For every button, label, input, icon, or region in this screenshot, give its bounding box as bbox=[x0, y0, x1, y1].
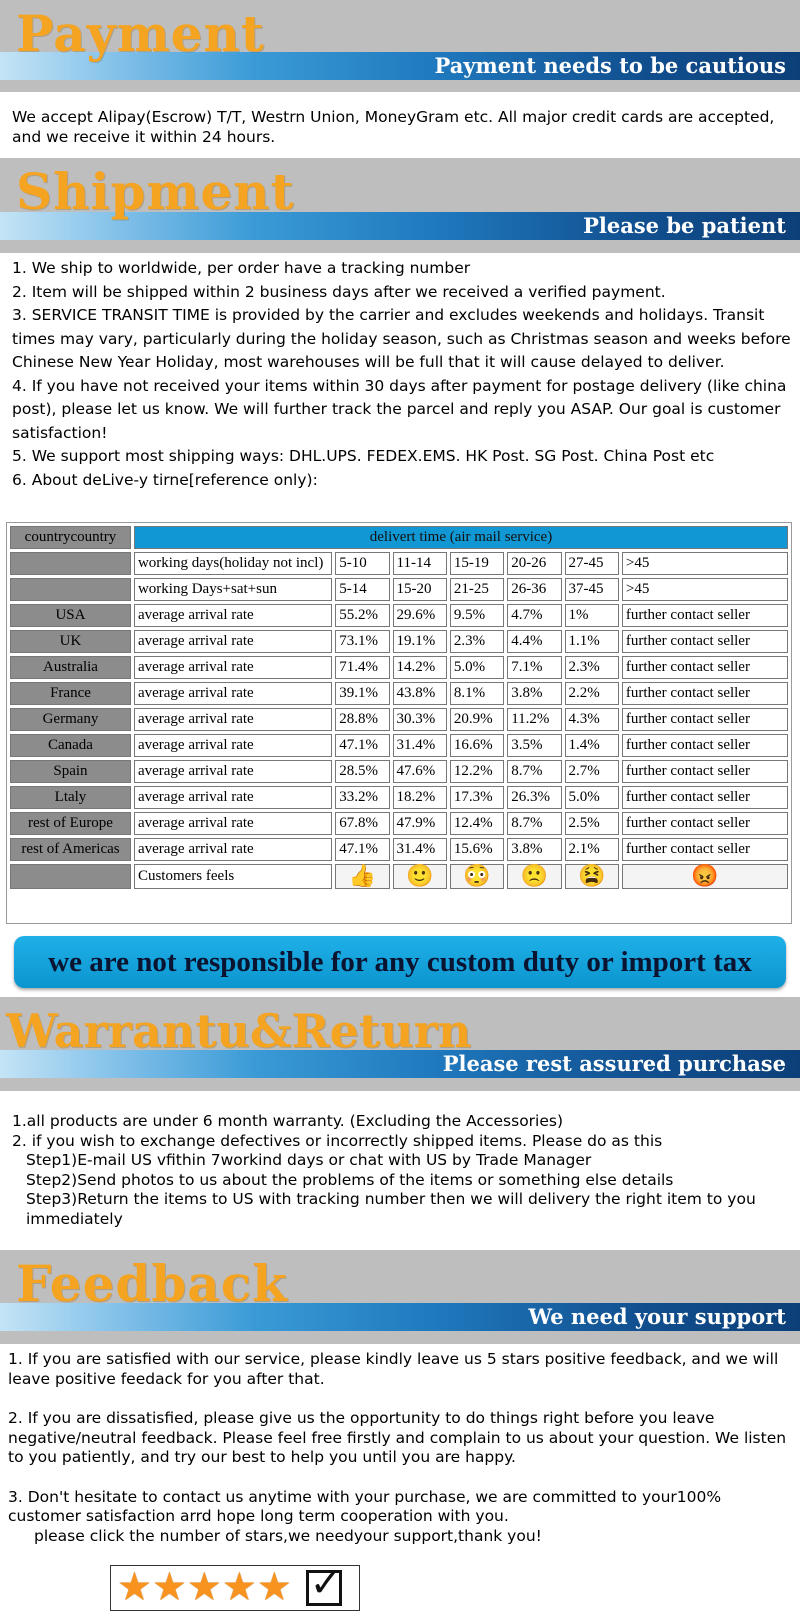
table-row bbox=[10, 864, 788, 889]
table-blank-cell bbox=[10, 578, 131, 601]
table-cell: further contact seller bbox=[622, 682, 788, 705]
table-cell: 28.8% bbox=[335, 708, 389, 731]
table-cell: 28.5% bbox=[335, 760, 389, 783]
warranty-step: Step1)E-mail US vfithin 7workind days or chat with US by Trade Manager bbox=[26, 1151, 592, 1169]
table-cell: 4.7% bbox=[507, 604, 561, 627]
warranty-step: Step3)Return the items to US with tracking number then we will delivery the right item to you immediately bbox=[26, 1190, 756, 1228]
warranty-title: Warrantu&Return bbox=[6, 1004, 472, 1058]
country-cell: Spain bbox=[10, 760, 131, 783]
checkbox-checked-icon[interactable]: ✓ bbox=[306, 1570, 342, 1606]
table-row bbox=[10, 786, 788, 809]
table-cell: 16.6% bbox=[450, 734, 504, 757]
table-cell: 8.7% bbox=[507, 812, 561, 835]
feedback-subtitle: We need your support bbox=[528, 1304, 786, 1329]
table-cell: further contact seller bbox=[622, 838, 788, 861]
table-cell: 3.8% bbox=[507, 682, 561, 705]
payment-banner bbox=[0, 0, 800, 92]
table-cell: 27-45 bbox=[565, 552, 619, 575]
sad-face-icon: 🙁 bbox=[520, 863, 549, 888]
table-row bbox=[10, 812, 788, 835]
table-cell: 39.1% bbox=[335, 682, 389, 705]
shipment-item: 6. About deLive-y tirne[reference only): bbox=[12, 470, 318, 489]
table-cell: 19.1% bbox=[393, 630, 447, 653]
rate-label-cell: average arrival rate bbox=[134, 656, 332, 679]
table-row bbox=[10, 708, 788, 731]
feedback-paragraph: please click the number of stars,we needyour support,thank you! bbox=[34, 1526, 542, 1545]
table-cell: 1.4% bbox=[565, 734, 619, 757]
five-star-rating[interactable] bbox=[110, 1561, 360, 1611]
table-cell: 31.4% bbox=[393, 838, 447, 861]
shipment-item: 3. SERVICE TRANSIT TIME is provided by the carrier and excludes weekends and holidays. Transit times may vary, particularly during the holiday season, such as Christmas season and weeks before Chinese New Year Holiday, most warehouses will be full that it will cause delayed to deliver. bbox=[12, 306, 791, 371]
table-cell: 21-25 bbox=[450, 578, 504, 601]
table-cell: 15.6% bbox=[450, 838, 504, 861]
star-icon[interactable]: ★★★★★ bbox=[117, 1565, 292, 1610]
shipment-item: 2. Item will be shipped within 2 business days after we received a verified payment. bbox=[12, 282, 666, 301]
custom-duty-notice-text: we are not responsible for any custom duty or import tax bbox=[48, 946, 752, 978]
table-cell: 29.6% bbox=[393, 604, 447, 627]
shipment-item: 5. We support most shipping ways: DHL.UPS. FEDEX.EMS. HK Post. SG Post. China Post etc bbox=[12, 447, 715, 465]
face-cell bbox=[565, 864, 619, 889]
feedback-paragraph: 3. Don't hesitate to contact us anytime with your purchase, we are committed to your100% customer satisfaction arrd hope long term cooperation with you. bbox=[8, 1487, 722, 1525]
working-days-label: working days(holiday not incl) bbox=[134, 552, 332, 575]
table-cell: 18.2% bbox=[393, 786, 447, 809]
table-cell: 8.1% bbox=[450, 682, 504, 705]
table-cell: >45 bbox=[622, 552, 788, 575]
table-cell: 17.3% bbox=[450, 786, 504, 809]
table-blank-cell bbox=[10, 552, 131, 575]
country-cell: Germany bbox=[10, 708, 131, 731]
table-cell: 33.2% bbox=[335, 786, 389, 809]
feedback-paragraph: 2. If you are dissatisfied, please give us the opportunity to do things right before you leave negative/neutral feedback. Please feel free firstly and complain to us about your question. We listen to you patiently, and try our best to help you until you are happy. bbox=[8, 1409, 787, 1466]
rate-label-cell: average arrival rate bbox=[134, 630, 332, 653]
table-cell: 3.5% bbox=[507, 734, 561, 757]
shipment-item: 1. We ship to worldwide, per order have a tracking number bbox=[12, 259, 471, 277]
table-cell: 20.9% bbox=[450, 708, 504, 731]
feedback-title: Feedback bbox=[16, 1254, 288, 1313]
table-cell: 2.3% bbox=[450, 630, 504, 653]
table-corner: countrycountry bbox=[10, 526, 131, 549]
table-cell: further contact seller bbox=[622, 734, 788, 757]
table-cell: 37-45 bbox=[565, 578, 619, 601]
table-cell: 15-19 bbox=[450, 552, 504, 575]
table-cell: 4.4% bbox=[507, 630, 561, 653]
table-cell: 3.8% bbox=[507, 838, 561, 861]
table-cell: 11-14 bbox=[393, 552, 447, 575]
table-cell: 47.1% bbox=[335, 838, 389, 861]
table-cell: 7.1% bbox=[507, 656, 561, 679]
table-cell: 31.4% bbox=[393, 734, 447, 757]
warranty-banner bbox=[0, 997, 800, 1091]
warranty-step: Step2)Send photos to us about the problems of the items or something else details bbox=[26, 1170, 674, 1189]
country-cell: USA bbox=[10, 604, 131, 627]
country-cell: Ltaly bbox=[10, 786, 131, 809]
feedback-text bbox=[8, 1350, 792, 1546]
smile-face-icon: 🙂 bbox=[406, 863, 434, 888]
custom-duty-notice bbox=[14, 936, 786, 988]
table-cell: 55.2% bbox=[335, 604, 389, 627]
table-header-row bbox=[10, 526, 788, 549]
table-cell: further contact seller bbox=[622, 604, 788, 627]
table-row bbox=[10, 734, 788, 757]
table-cell: 12.4% bbox=[450, 812, 504, 835]
table-cell: further contact seller bbox=[622, 630, 788, 653]
table-cell: 2.1% bbox=[565, 838, 619, 861]
payment-paragraph: We accept Alipay(Escrow) T/T, Westrn Union, MoneyGram etc. All major credit cards are accepted, and we receive it within 24 hours. bbox=[12, 108, 775, 146]
table-cell: 5.0% bbox=[565, 786, 619, 809]
table-cell: 2.5% bbox=[565, 812, 619, 835]
face-cell bbox=[393, 864, 447, 889]
table-cell: 2.3% bbox=[565, 656, 619, 679]
table-cell: 47.1% bbox=[335, 734, 389, 757]
table-cell: 5-10 bbox=[335, 552, 389, 575]
face-cell bbox=[622, 864, 788, 889]
angry-face-icon: 😡 bbox=[691, 863, 719, 888]
face-cell bbox=[450, 864, 504, 889]
table-cell: 1.1% bbox=[565, 630, 619, 653]
shipment-item: 4. If you have not received your items within 30 days after payment for postage delivery (like china post), please let us know. We will further track the parcel and reply you ASAP. Our goal is customer satisfaction! bbox=[12, 376, 787, 442]
table-cell: 2.2% bbox=[565, 682, 619, 705]
table-cell: further contact seller bbox=[622, 656, 788, 679]
country-cell: Canada bbox=[10, 734, 131, 757]
country-cell: rest of Americas bbox=[10, 838, 131, 861]
table-cell: 5-14 bbox=[335, 578, 389, 601]
warranty-item: 1.all products are under 6 month warranty. (Excluding the Accessories) bbox=[12, 1112, 564, 1130]
table-cell: 71.4% bbox=[335, 656, 389, 679]
warranty-list bbox=[12, 1112, 792, 1229]
feedback-paragraph: 1. If you are satisfied with our service, please kindly leave us 5 stars positive feedback, and we will leave positive feedack for you after that. bbox=[8, 1350, 779, 1388]
country-cell: France bbox=[10, 682, 131, 705]
table-cell: 26-36 bbox=[507, 578, 561, 601]
country-cell: rest of Europe bbox=[10, 812, 131, 835]
warranty-item: 2. if you wish to exchange defectives or incorrectly shipped items. Please do as this bbox=[12, 1131, 663, 1150]
payment-subtitle: Payment needs to be cautious bbox=[434, 53, 786, 78]
delivery-table-grid bbox=[7, 523, 791, 892]
rate-label-cell: average arrival rate bbox=[134, 838, 332, 861]
table-cell: >45 bbox=[622, 578, 788, 601]
rate-label-cell: average arrival rate bbox=[134, 682, 332, 705]
table-cell: 2.7% bbox=[565, 760, 619, 783]
table-cell: 11.2% bbox=[507, 708, 561, 731]
tired-face-icon: 😫 bbox=[577, 863, 606, 888]
working-sat-label: working Days+sat+sun bbox=[134, 578, 332, 601]
rate-label-cell: average arrival rate bbox=[134, 760, 332, 783]
table-row bbox=[10, 656, 788, 679]
table-cell: 12.2% bbox=[450, 760, 504, 783]
table-blank-cell bbox=[10, 864, 131, 889]
rate-label-cell: average arrival rate bbox=[134, 786, 332, 809]
table-cell: 30.3% bbox=[393, 708, 447, 731]
table-cell: 5.0% bbox=[450, 656, 504, 679]
rate-label-cell: average arrival rate bbox=[134, 812, 332, 835]
face-cell bbox=[335, 864, 389, 889]
table-cell: 9.5% bbox=[450, 604, 504, 627]
feedback-banner bbox=[0, 1250, 800, 1344]
table-cell: 47.6% bbox=[393, 760, 447, 783]
shipment-title: Shipment bbox=[16, 162, 295, 221]
table-cell: further contact seller bbox=[622, 708, 788, 731]
table-cell: 26.3% bbox=[507, 786, 561, 809]
table-cell: 4.3% bbox=[565, 708, 619, 731]
country-cell: Australia bbox=[10, 656, 131, 679]
payment-text bbox=[12, 108, 792, 147]
delivery-table bbox=[6, 522, 792, 924]
table-header: delivert time (air mail service) bbox=[134, 526, 788, 549]
table-cell: 73.1% bbox=[335, 630, 389, 653]
rate-label-cell: average arrival rate bbox=[134, 734, 332, 757]
table-cell: further contact seller bbox=[622, 786, 788, 809]
shipment-banner bbox=[0, 158, 800, 253]
face-cell bbox=[507, 864, 561, 889]
country-cell: UK bbox=[10, 630, 131, 653]
table-cell: 43.8% bbox=[393, 682, 447, 705]
table-row bbox=[10, 604, 788, 627]
customers-feels-label: Customers feels bbox=[134, 864, 332, 889]
table-cell: 15-20 bbox=[393, 578, 447, 601]
table-row bbox=[10, 682, 788, 705]
table-row bbox=[10, 760, 788, 783]
table-row bbox=[10, 552, 788, 575]
rate-label-cell: average arrival rate bbox=[134, 708, 332, 731]
table-cell: 47.9% bbox=[393, 812, 447, 835]
table-cell: 67.8% bbox=[335, 812, 389, 835]
table-row bbox=[10, 578, 788, 601]
table-row bbox=[10, 630, 788, 653]
shipment-list bbox=[12, 257, 792, 492]
table-cell: further contact seller bbox=[622, 760, 788, 783]
table-cell: 20-26 bbox=[507, 552, 561, 575]
thumbs-up-icon: 👍 bbox=[348, 863, 377, 888]
shipment-subtitle: Please be patient bbox=[583, 213, 786, 238]
table-cell: 8.7% bbox=[507, 760, 561, 783]
table-cell: 14.2% bbox=[393, 656, 447, 679]
table-row bbox=[10, 838, 788, 861]
payment-title: Payment bbox=[16, 4, 265, 63]
rate-label-cell: average arrival rate bbox=[134, 604, 332, 627]
table-cell: 1% bbox=[565, 604, 619, 627]
warranty-subtitle: Please rest assured purchase bbox=[442, 1051, 786, 1076]
table-cell: further contact seller bbox=[622, 812, 788, 835]
flushed-face-icon: 😳 bbox=[463, 863, 491, 888]
